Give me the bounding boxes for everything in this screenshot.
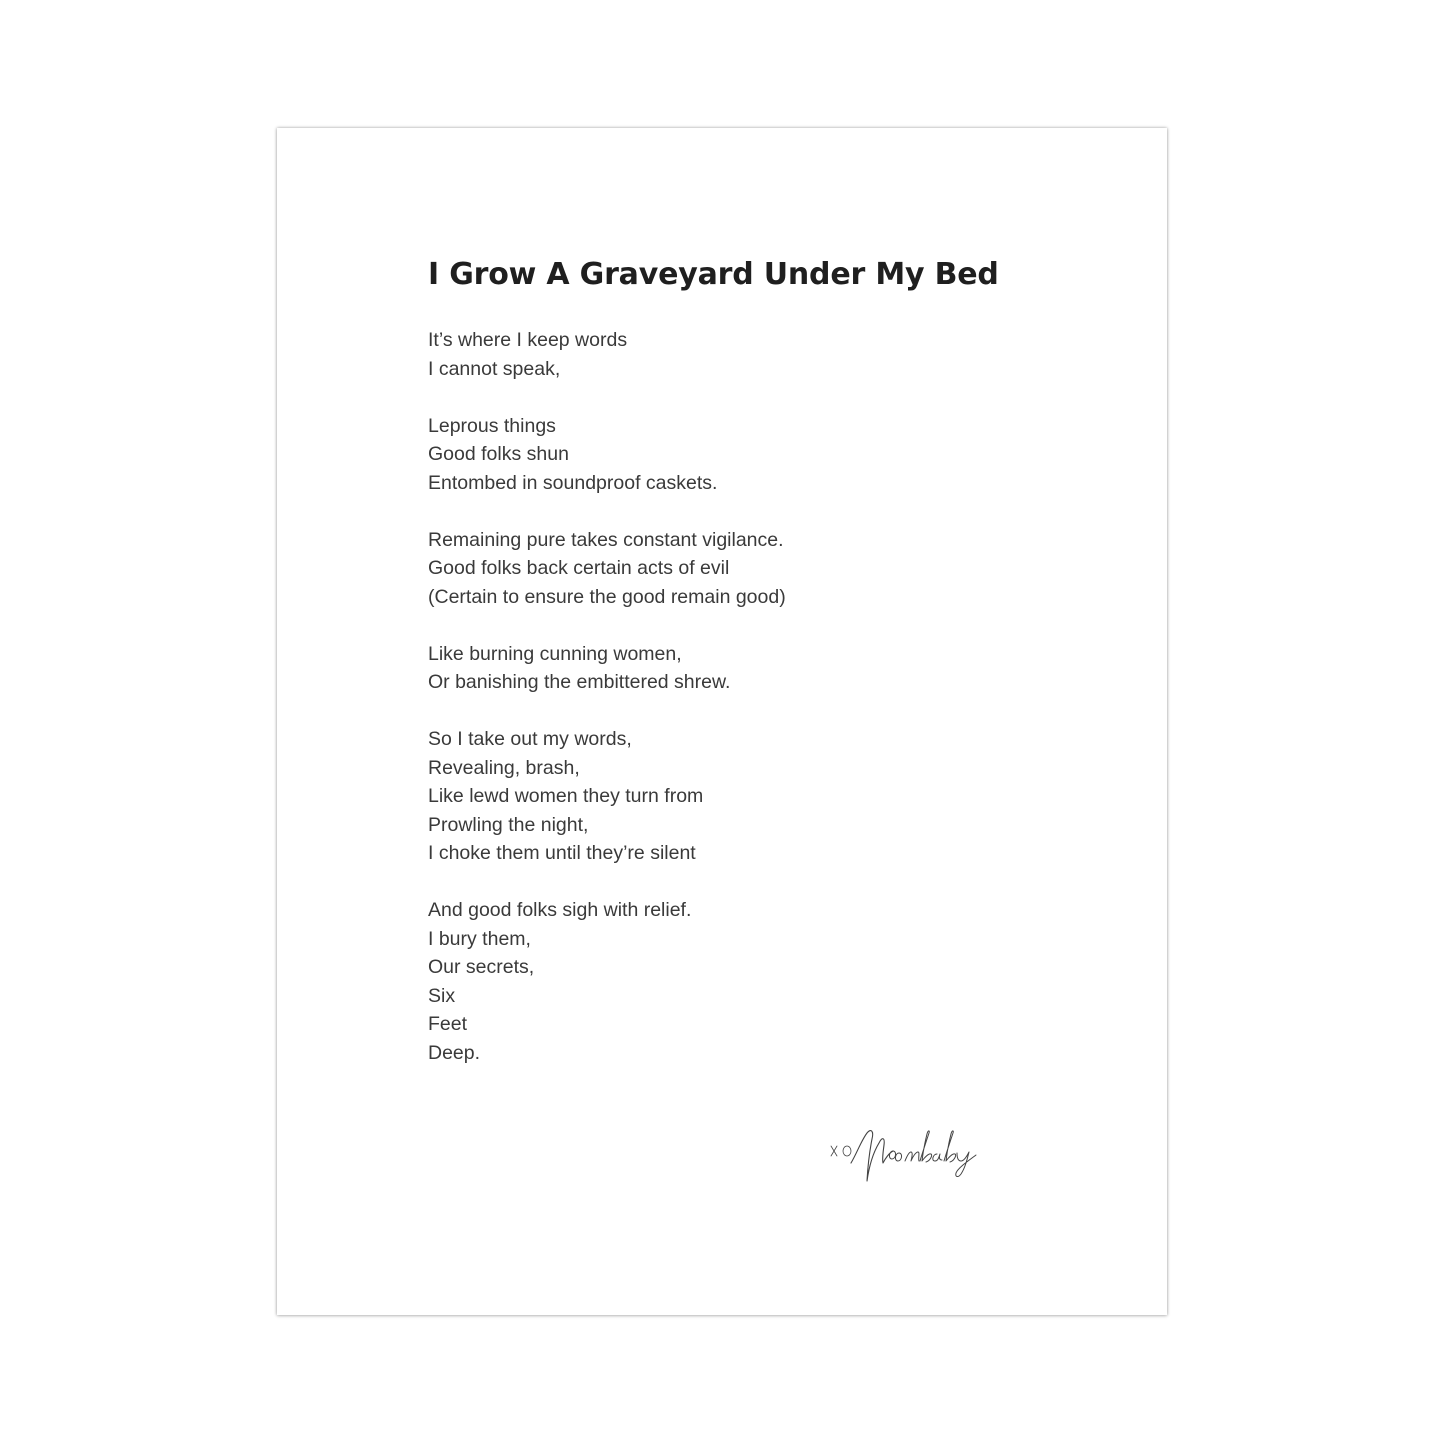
poem-line: Leprous things [428,414,556,437]
stanza [428,412,1068,498]
poem-line: Feet [428,1013,468,1035]
poem-body [428,326,1068,1067]
poem-line: Like burning cunning women, [428,642,682,665]
poem-line: Good folks back certain acts of evil [428,557,730,579]
poem-print [277,128,1167,1315]
poem-line: Good folks shun [428,443,569,465]
stanza [428,896,1068,1067]
poem-line: Entombed in soundproof caskets. [428,471,718,494]
poem-line: Deep. [428,1041,481,1064]
signature-m [851,1131,893,1181]
poem-line: I bury them, [428,927,531,950]
poem-content [428,254,1068,1096]
poem-line: It’s where I keep words [428,329,628,351]
signature-a [933,1154,942,1161]
signature-b [920,1131,932,1162]
signature-y [956,1152,976,1177]
poem-line: I cannot speak, [428,357,561,380]
signature-oon [889,1151,919,1161]
poem-line: Prowling the night, [428,813,589,836]
stanza [428,725,1068,868]
stanza [428,326,1068,383]
poem-line: Six [428,984,456,1007]
poem-line: And good folks sigh with relief. [428,899,692,921]
signature [827,1123,997,1193]
stanza [428,526,1068,612]
signature-xo [831,1146,851,1156]
poem-line: Revealing, brash, [428,756,580,779]
signature-b2 [944,1131,956,1162]
poem-line: (Certain to ensure the good remain good) [428,585,786,608]
poem-line: Remaining pure takes constant vigilance. [428,528,784,551]
stanza [428,640,1068,697]
poem-line: I choke them until they’re silent [428,842,696,864]
poem-line: So I take out my words, [428,728,632,750]
poem-line: Or banishing the embittered shrew. [428,671,731,693]
poem-title: I Grow A Graveyard Under My Bed [428,257,999,292]
poem-line: Our secrets, [428,956,535,978]
poem-line: Like lewd women they turn from [428,785,704,807]
